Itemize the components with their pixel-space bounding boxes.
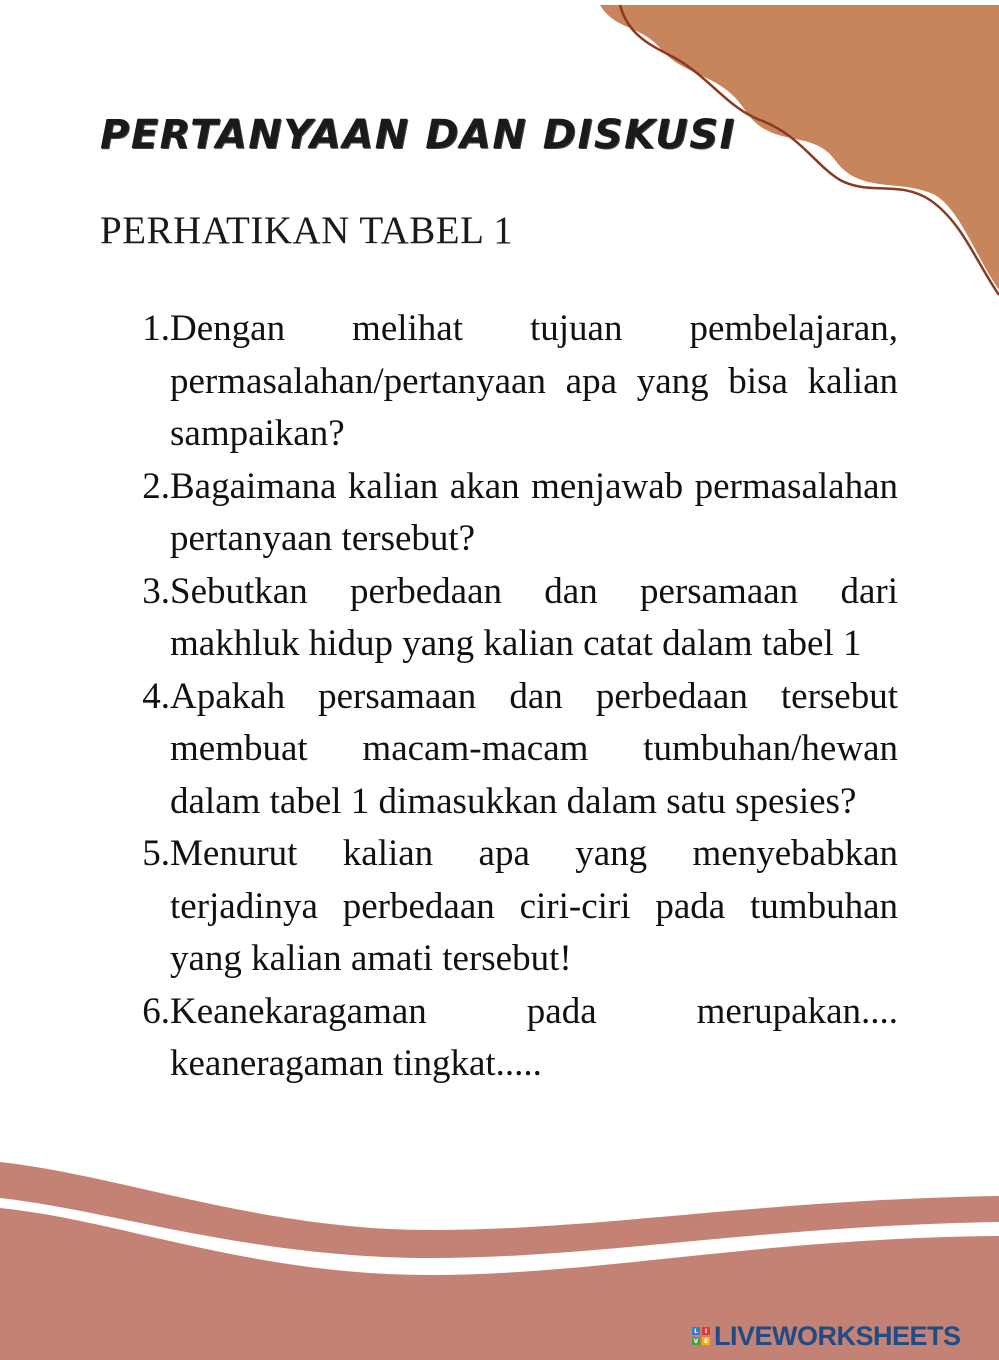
liveworksheets-logo-icon bbox=[692, 1327, 710, 1345]
question-text: Bagaimana kalian akan menjawab permasalahan pertanyaan tersebut? bbox=[170, 465, 898, 559]
logo-letter: I bbox=[702, 1327, 710, 1335]
question-item bbox=[120, 566, 898, 671]
question-number: 3. bbox=[142, 570, 170, 612]
page-title: PERTANYAAN DAN DISKUSI bbox=[100, 112, 736, 158]
question-text: Dengan melihat tujuan pembelajaran, permasalahan/pertanyaan apa yang bisa kalian sampaikan? bbox=[170, 308, 898, 454]
logo-letter: E bbox=[703, 1337, 709, 1345]
question-text: Menurut kalian apa yang menyebabkan terjadinya perbedaan ciri-ciri pada tumbuhan yang kalian amati tersebut! bbox=[170, 833, 898, 979]
section-subtitle: PERHATIKAN TABEL 1 bbox=[100, 209, 514, 252]
liveworksheets-brand[interactable] bbox=[692, 1320, 961, 1352]
question-item bbox=[120, 828, 898, 986]
question-list bbox=[120, 303, 898, 1091]
question-number: 6. bbox=[142, 990, 170, 1032]
question-text: Keanekaragaman pada merupakan.... keaneragaman tingkat..... bbox=[170, 990, 898, 1084]
question-number: 1. bbox=[142, 308, 170, 349]
logo-letter: V bbox=[693, 1337, 699, 1345]
question-item bbox=[120, 986, 898, 1091]
question-number: 4. bbox=[142, 675, 170, 717]
question-number: 5. bbox=[142, 833, 170, 874]
question-text: Sebutkan perbedaan dan persamaan dari makhluk hidup yang kalian catat dalam tabel 1 bbox=[170, 570, 898, 664]
question-item bbox=[120, 303, 898, 461]
question-item bbox=[120, 461, 898, 566]
question-number: 2. bbox=[142, 465, 170, 507]
question-text: Apakah persamaan dan perbedaan tersebut membuat macam-macam tumbuhan/hewan dalam tabel 1 dimasukkan dalam satu spesies? bbox=[170, 675, 898, 822]
logo-letter: L bbox=[692, 1327, 700, 1335]
brand-name: LIVEWORKSHEETS bbox=[714, 1320, 961, 1351]
question-item bbox=[120, 671, 898, 829]
